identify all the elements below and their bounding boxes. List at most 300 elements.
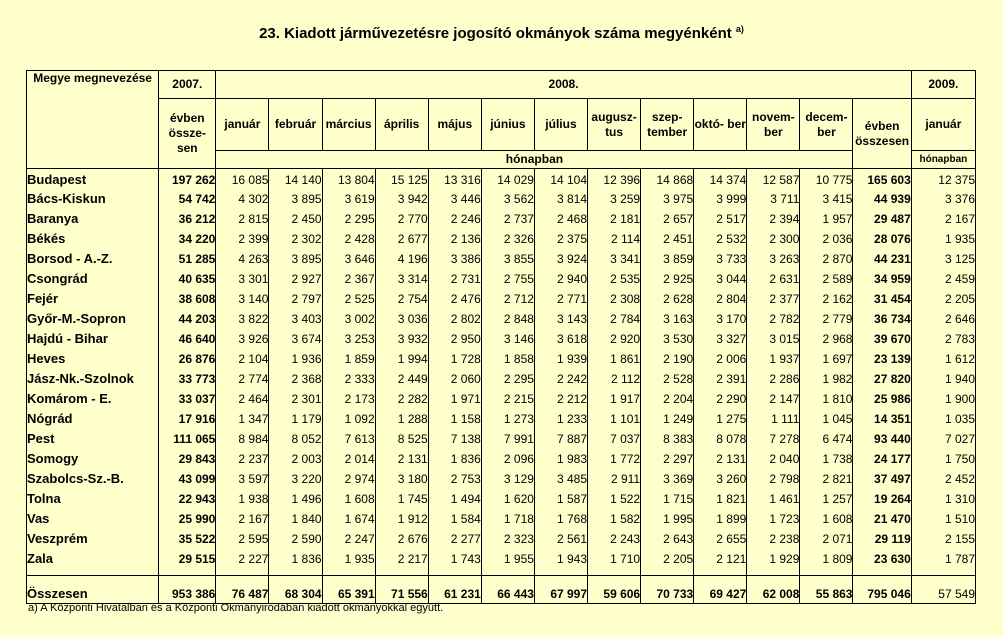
month-cell: 2 848 xyxy=(481,309,534,329)
total-2008-cell: 37 497 xyxy=(853,469,911,489)
month-cell: 2 295 xyxy=(481,369,534,389)
month-cell: 2 532 xyxy=(694,229,747,249)
month-cell: 2 286 xyxy=(747,369,800,389)
month-cell: 1 494 xyxy=(428,489,481,509)
total-2007-cell: 953 386 xyxy=(159,575,216,603)
month-cell: 3 143 xyxy=(534,309,587,329)
table-row xyxy=(27,369,976,389)
month-cell: 67 997 xyxy=(534,575,587,603)
page-title xyxy=(0,24,1003,42)
jan-2009-cell: 1 750 xyxy=(911,449,975,469)
month-cell: 2 974 xyxy=(322,469,375,489)
month-cell: 65 391 xyxy=(322,575,375,603)
table-row xyxy=(27,229,976,249)
total-2008-cell: 23 139 xyxy=(853,349,911,369)
month-cell: 76 487 xyxy=(216,575,269,603)
month-cell: 55 863 xyxy=(800,575,853,603)
month-cell: 2 205 xyxy=(641,549,694,569)
month-cell: 2 561 xyxy=(534,529,587,549)
month-cell: 2 212 xyxy=(534,389,587,409)
month-cell: 1 461 xyxy=(747,489,800,509)
total-2007-cell: 111 065 xyxy=(159,429,216,449)
month-cell: 1 522 xyxy=(588,489,641,509)
month-cell: 1 995 xyxy=(641,509,694,529)
month-cell: 2 450 xyxy=(269,209,322,229)
month-cell: 1 858 xyxy=(481,349,534,369)
month-cell: 2 798 xyxy=(747,469,800,489)
county-header: Megye megnevezése xyxy=(27,71,159,169)
table-row xyxy=(27,389,976,409)
month-cell: 2 821 xyxy=(800,469,853,489)
total-2008-cell: 27 820 xyxy=(853,369,911,389)
month-cell: 2 204 xyxy=(641,389,694,409)
title-footnote-mark: a) xyxy=(735,24,744,34)
month-cell: 2 006 xyxy=(694,349,747,369)
jan-2009-cell: 57 549 xyxy=(911,575,975,603)
month-cell: 7 278 xyxy=(747,429,800,449)
table-row xyxy=(27,169,976,189)
month-cell: 3 814 xyxy=(534,189,587,209)
month-cell: 2 326 xyxy=(481,229,534,249)
month-cell: 1 743 xyxy=(428,549,481,569)
month-cell: 1 101 xyxy=(588,409,641,429)
county-name: Komárom - E. xyxy=(27,389,159,409)
month-cell: 1 233 xyxy=(534,409,587,429)
month-cell: 3 674 xyxy=(269,329,322,349)
total-2008-cell: 34 959 xyxy=(853,269,911,289)
month-cell: 3 180 xyxy=(375,469,428,489)
month-cell: 3 415 xyxy=(800,189,853,209)
total-2007-cell: 43 099 xyxy=(159,469,216,489)
total-2008-cell: 29 487 xyxy=(853,209,911,229)
month-cell: 1 840 xyxy=(269,509,322,529)
month-cell: 2 297 xyxy=(641,449,694,469)
total-2008-cell: 25 986 xyxy=(853,389,911,409)
month-cell: 2 754 xyxy=(375,289,428,309)
month-cell: 2 927 xyxy=(269,269,322,289)
total-2007-cell: 26 876 xyxy=(159,349,216,369)
month-cell: 2 377 xyxy=(747,289,800,309)
month-cell: 1 738 xyxy=(800,449,853,469)
month-cell: 2 449 xyxy=(375,369,428,389)
month-cell: 71 556 xyxy=(375,575,428,603)
month-cell: 2 920 xyxy=(588,329,641,349)
month-header: július xyxy=(534,99,587,151)
monthly-unit-2009-header: hónapban xyxy=(911,151,975,169)
total-2007-cell: 197 262 xyxy=(159,169,216,189)
month-header: április xyxy=(375,99,428,151)
month-cell: 1 912 xyxy=(375,509,428,529)
month-cell: 2 731 xyxy=(428,269,481,289)
month-cell: 3 260 xyxy=(694,469,747,489)
month-cell: 2 071 xyxy=(800,529,853,549)
month-cell: 2 368 xyxy=(269,369,322,389)
jan-2009-cell: 7 027 xyxy=(911,429,975,449)
month-cell: 3 341 xyxy=(588,249,641,269)
county-name: Békés xyxy=(27,229,159,249)
month-cell: 2 104 xyxy=(216,349,269,369)
month-cell: 2 925 xyxy=(641,269,694,289)
total-2007-cell: 51 285 xyxy=(159,249,216,269)
month-cell: 2 247 xyxy=(322,529,375,549)
county-name: Vas xyxy=(27,509,159,529)
month-cell: 2 677 xyxy=(375,229,428,249)
total-2007-cell: 46 640 xyxy=(159,329,216,349)
month-cell: 2 277 xyxy=(428,529,481,549)
table-row xyxy=(27,529,976,549)
county-name: Csongrád xyxy=(27,269,159,289)
month-cell: 2 911 xyxy=(588,469,641,489)
month-cell: 2 753 xyxy=(428,469,481,489)
total-2007-cell: 40 635 xyxy=(159,269,216,289)
month-cell: 16 085 xyxy=(216,169,269,189)
jan-2009-cell: 1 787 xyxy=(911,549,975,569)
county-name: Szabolcs-Sz.-B. xyxy=(27,469,159,489)
data-table xyxy=(26,70,976,604)
month-cell: 1 982 xyxy=(800,369,853,389)
month-cell: 1 715 xyxy=(641,489,694,509)
month-cell: 7 037 xyxy=(588,429,641,449)
month-cell: 3 259 xyxy=(588,189,641,209)
month-cell: 13 316 xyxy=(428,169,481,189)
month-cell: 4 263 xyxy=(216,249,269,269)
total-2007-cell: 33 037 xyxy=(159,389,216,409)
month-cell: 3 733 xyxy=(694,249,747,269)
county-name: Somogy xyxy=(27,449,159,469)
month-cell: 1 608 xyxy=(800,509,853,529)
county-name: Hajdú - Bihar xyxy=(27,329,159,349)
month-cell: 2 181 xyxy=(588,209,641,229)
month-cell: 1 718 xyxy=(481,509,534,529)
month-cell: 3 926 xyxy=(216,329,269,349)
month-cell: 3 327 xyxy=(694,329,747,349)
month-header: novem- ber xyxy=(747,99,800,151)
month-cell: 1 836 xyxy=(428,449,481,469)
month-cell: 7 138 xyxy=(428,429,481,449)
month-cell: 2 060 xyxy=(428,369,481,389)
table-row xyxy=(27,549,976,569)
county-name: Borsod - A.-Z. xyxy=(27,249,159,269)
county-name: Bács-Kiskun xyxy=(27,189,159,209)
total-2007-cell: 36 212 xyxy=(159,209,216,229)
month-cell: 3 253 xyxy=(322,329,375,349)
month-cell: 2 595 xyxy=(216,529,269,549)
jan-2009-cell: 2 783 xyxy=(911,329,975,349)
month-cell: 1 288 xyxy=(375,409,428,429)
jan-2009-cell: 1 612 xyxy=(911,349,975,369)
jan-2009-cell: 2 205 xyxy=(911,289,975,309)
month-cell: 2 784 xyxy=(588,309,641,329)
monthly-unit-header: hónapban xyxy=(216,151,853,169)
month-cell: 2 290 xyxy=(694,389,747,409)
month-cell: 2 940 xyxy=(534,269,587,289)
month-cell: 3 999 xyxy=(694,189,747,209)
total-2008-cell: 39 670 xyxy=(853,329,911,349)
month-cell: 2 464 xyxy=(216,389,269,409)
month-cell: 2 755 xyxy=(481,269,534,289)
month-cell: 2 950 xyxy=(428,329,481,349)
month-cell: 1 899 xyxy=(694,509,747,529)
total-2008-cell: 44 231 xyxy=(853,249,911,269)
month-cell: 1 809 xyxy=(800,549,853,569)
month-cell: 3 562 xyxy=(481,189,534,209)
month-cell: 2 375 xyxy=(534,229,587,249)
month-cell: 2 242 xyxy=(534,369,587,389)
month-cell: 62 008 xyxy=(747,575,800,603)
year-2007-header: 2007. xyxy=(159,71,216,99)
month-cell: 2 535 xyxy=(588,269,641,289)
month-cell: 2 147 xyxy=(747,389,800,409)
month-cell: 1 728 xyxy=(428,349,481,369)
month-cell: 1 620 xyxy=(481,489,534,509)
month-header: decem- ber xyxy=(800,99,853,151)
month-cell: 1 249 xyxy=(641,409,694,429)
month-cell: 1 955 xyxy=(481,549,534,569)
month-cell: 2 525 xyxy=(322,289,375,309)
month-cell: 2 302 xyxy=(269,229,322,249)
month-cell: 1 957 xyxy=(800,209,853,229)
month-cell: 1 275 xyxy=(694,409,747,429)
month-cell: 2 517 xyxy=(694,209,747,229)
month-cell: 2 589 xyxy=(800,269,853,289)
jan-2009-cell: 1 940 xyxy=(911,369,975,389)
month-cell: 2 476 xyxy=(428,289,481,309)
jan-2009-cell: 2 155 xyxy=(911,529,975,549)
county-name: Heves xyxy=(27,349,159,369)
total-2008-cell: 28 076 xyxy=(853,229,911,249)
month-cell: 1 836 xyxy=(269,549,322,569)
month-cell: 59 606 xyxy=(588,575,641,603)
month-cell: 2 173 xyxy=(322,389,375,409)
month-cell: 3 446 xyxy=(428,189,481,209)
month-cell: 69 427 xyxy=(694,575,747,603)
table-row xyxy=(27,309,976,329)
month-cell: 4 302 xyxy=(216,189,269,209)
month-cell: 2 782 xyxy=(747,309,800,329)
table-row xyxy=(27,269,976,289)
month-cell: 3 932 xyxy=(375,329,428,349)
month-cell: 2 628 xyxy=(641,289,694,309)
county-name: Pest xyxy=(27,429,159,449)
total-2008-cell: 44 939 xyxy=(853,189,911,209)
month-cell: 68 304 xyxy=(269,575,322,603)
total-row xyxy=(27,575,976,603)
total-2008-cell: 31 454 xyxy=(853,289,911,309)
month-cell: 1 045 xyxy=(800,409,853,429)
month-cell: 1 723 xyxy=(747,509,800,529)
county-name: Tolna xyxy=(27,489,159,509)
month-header: március xyxy=(322,99,375,151)
month-cell: 3 369 xyxy=(641,469,694,489)
month-cell: 3 924 xyxy=(534,249,587,269)
total-2008-cell: 93 440 xyxy=(853,429,911,449)
month-cell: 2 323 xyxy=(481,529,534,549)
jan-2009-cell: 2 646 xyxy=(911,309,975,329)
total-2007-cell: 25 990 xyxy=(159,509,216,529)
month-cell: 1 768 xyxy=(534,509,587,529)
total-2008-cell: 36 734 xyxy=(853,309,911,329)
month-cell: 3 386 xyxy=(428,249,481,269)
month-cell: 2 243 xyxy=(588,529,641,549)
month-cell: 2 131 xyxy=(694,449,747,469)
month-cell: 2 114 xyxy=(588,229,641,249)
month-cell: 2 301 xyxy=(269,389,322,409)
month-cell: 3 597 xyxy=(216,469,269,489)
table-row xyxy=(27,249,976,269)
month-header: május xyxy=(428,99,481,151)
month-cell: 12 396 xyxy=(588,169,641,189)
month-cell: 14 029 xyxy=(481,169,534,189)
month-cell: 8 078 xyxy=(694,429,747,449)
month-cell: 3 619 xyxy=(322,189,375,209)
month-cell: 2 802 xyxy=(428,309,481,329)
month-cell: 1 587 xyxy=(534,489,587,509)
table-row xyxy=(27,189,976,209)
month-cell: 14 140 xyxy=(269,169,322,189)
month-cell: 2 040 xyxy=(747,449,800,469)
total-2008-cell: 14 351 xyxy=(853,409,911,429)
month-cell: 2 282 xyxy=(375,389,428,409)
month-cell: 4 196 xyxy=(375,249,428,269)
total-2007-cell: 33 773 xyxy=(159,369,216,389)
month-cell: 2 300 xyxy=(747,229,800,249)
month-cell: 2 112 xyxy=(588,369,641,389)
jan-2009-cell: 3 125 xyxy=(911,249,975,269)
month-cell: 1 608 xyxy=(322,489,375,509)
month-cell: 2 655 xyxy=(694,529,747,549)
total-2008-cell: 165 603 xyxy=(853,169,911,189)
month-cell: 3 002 xyxy=(322,309,375,329)
total-2007-cell: 22 943 xyxy=(159,489,216,509)
month-cell: 2 036 xyxy=(800,229,853,249)
table-row xyxy=(27,289,976,309)
month-cell: 2 217 xyxy=(375,549,428,569)
jan-2009-cell: 2 167 xyxy=(911,209,975,229)
county-name: Zala xyxy=(27,549,159,569)
month-cell: 1 273 xyxy=(481,409,534,429)
jan-2009-cell: 1 935 xyxy=(911,229,975,249)
month-cell: 1 257 xyxy=(800,489,853,509)
month-cell: 14 374 xyxy=(694,169,747,189)
month-cell: 3 044 xyxy=(694,269,747,289)
month-cell: 2 870 xyxy=(800,249,853,269)
month-cell: 2 676 xyxy=(375,529,428,549)
month-cell: 1 917 xyxy=(588,389,641,409)
month-cell: 2 131 xyxy=(375,449,428,469)
month-cell: 2 246 xyxy=(428,209,481,229)
month-cell: 61 231 xyxy=(428,575,481,603)
table-row xyxy=(27,469,976,489)
month-cell: 1 111 xyxy=(747,409,800,429)
month-cell: 1 582 xyxy=(588,509,641,529)
month-cell: 3 646 xyxy=(322,249,375,269)
county-name: Fejér xyxy=(27,289,159,309)
month-cell: 1 859 xyxy=(322,349,375,369)
month-cell: 2 391 xyxy=(694,369,747,389)
month-header: február xyxy=(269,99,322,151)
month-cell: 2 014 xyxy=(322,449,375,469)
month-cell: 2 237 xyxy=(216,449,269,469)
month-header: augusz- tus xyxy=(588,99,641,151)
month-cell: 3 485 xyxy=(534,469,587,489)
month-cell: 2 215 xyxy=(481,389,534,409)
month-cell: 3 146 xyxy=(481,329,534,349)
county-name: Nógrád xyxy=(27,409,159,429)
county-name: Veszprém xyxy=(27,529,159,549)
county-name: Jász-Nk.-Szolnok xyxy=(27,369,159,389)
month-cell: 1 179 xyxy=(269,409,322,429)
jan-2009-cell: 2 452 xyxy=(911,469,975,489)
month-cell: 2 333 xyxy=(322,369,375,389)
total-2008-cell: 21 470 xyxy=(853,509,911,529)
month-cell: 1 584 xyxy=(428,509,481,529)
total-2007-cell: 54 742 xyxy=(159,189,216,209)
month-cell: 2 968 xyxy=(800,329,853,349)
total-2007-header: évben össze- sen xyxy=(159,99,216,169)
month-cell: 2 295 xyxy=(322,209,375,229)
month-cell: 2 771 xyxy=(534,289,587,309)
month-cell: 3 618 xyxy=(534,329,587,349)
total-2008-cell: 19 264 xyxy=(853,489,911,509)
jan-2009-cell: 2 459 xyxy=(911,269,975,289)
month-header: január xyxy=(216,99,269,151)
jan-2009-cell: 1 310 xyxy=(911,489,975,509)
month-cell: 14 868 xyxy=(641,169,694,189)
month-cell: 3 263 xyxy=(747,249,800,269)
month-cell: 2 528 xyxy=(641,369,694,389)
month-cell: 2 468 xyxy=(534,209,587,229)
month-cell: 2 774 xyxy=(216,369,269,389)
jan-2009-cell: 1 510 xyxy=(911,509,975,529)
month-cell: 3 220 xyxy=(269,469,322,489)
month-cell: 1 929 xyxy=(747,549,800,569)
jan-2009-header: január xyxy=(911,99,975,151)
month-cell: 6 474 xyxy=(800,429,853,449)
month-cell: 3 975 xyxy=(641,189,694,209)
total-2007-cell: 34 220 xyxy=(159,229,216,249)
month-cell: 3 015 xyxy=(747,329,800,349)
month-cell: 2 737 xyxy=(481,209,534,229)
month-cell: 2 003 xyxy=(269,449,322,469)
month-cell: 3 711 xyxy=(747,189,800,209)
month-cell: 1 347 xyxy=(216,409,269,429)
month-cell: 2 815 xyxy=(216,209,269,229)
month-cell: 1 935 xyxy=(322,549,375,569)
month-cell: 15 125 xyxy=(375,169,428,189)
table-row xyxy=(27,429,976,449)
month-cell: 2 190 xyxy=(641,349,694,369)
month-cell: 3 163 xyxy=(641,309,694,329)
month-cell: 2 451 xyxy=(641,229,694,249)
total-2008-cell: 29 119 xyxy=(853,529,911,549)
month-cell: 3 314 xyxy=(375,269,428,289)
month-cell: 2 643 xyxy=(641,529,694,549)
month-cell: 13 804 xyxy=(322,169,375,189)
month-cell: 3 942 xyxy=(375,189,428,209)
month-cell: 2 399 xyxy=(216,229,269,249)
month-cell: 12 587 xyxy=(747,169,800,189)
table-row xyxy=(27,329,976,349)
month-cell: 2 238 xyxy=(747,529,800,549)
month-cell: 7 887 xyxy=(534,429,587,449)
month-cell: 1 092 xyxy=(322,409,375,429)
month-cell: 3 859 xyxy=(641,249,694,269)
month-cell: 3 129 xyxy=(481,469,534,489)
month-cell: 1 861 xyxy=(588,349,641,369)
month-cell: 66 443 xyxy=(481,575,534,603)
month-cell: 10 775 xyxy=(800,169,853,189)
year-2008-header: 2008. xyxy=(216,71,911,99)
